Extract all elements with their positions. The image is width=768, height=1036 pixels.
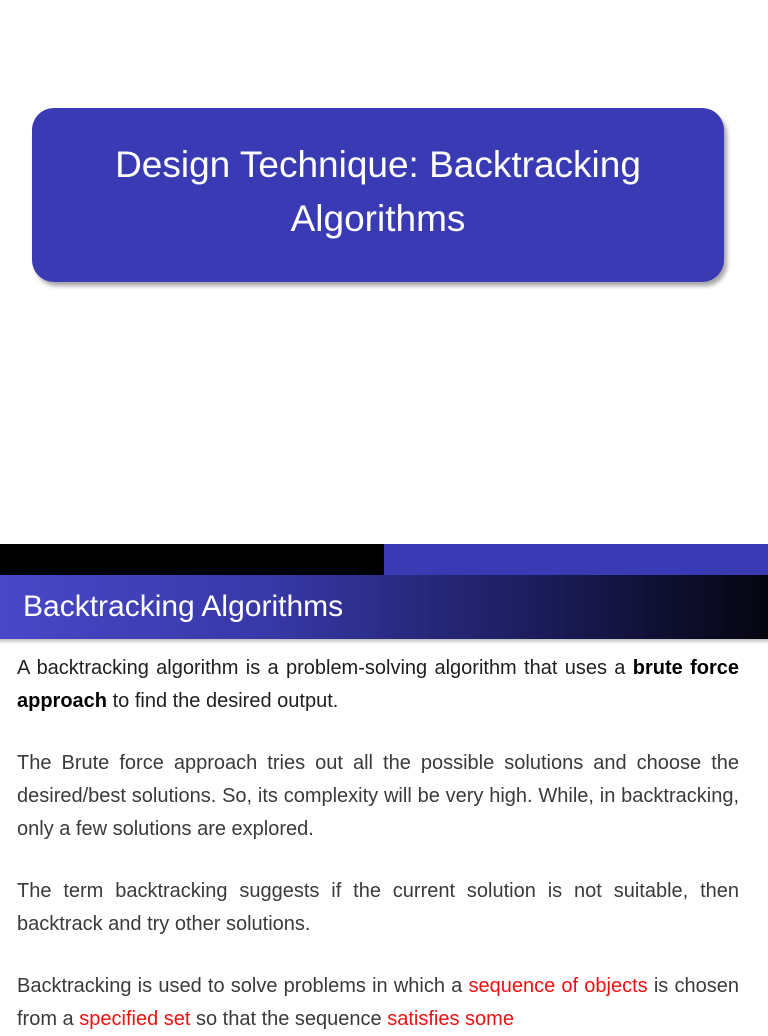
p4-text-1: Backtracking is used to solve problems in which a	[17, 975, 469, 997]
paragraph-3: The term backtracking suggests if the current solution is not suitable, then backtrack and try other solutions.	[17, 880, 739, 935]
title-box	[32, 108, 724, 282]
paragraph-2: The Brute force approach tries out all the possible solutions and choose the desired/best solutions. So, its complexity will be very high. While, in backtracking, only a few solutions are explored.	[17, 752, 739, 840]
p4-highlight-3: satisfies some	[387, 1008, 514, 1030]
top-bar-blue	[384, 544, 768, 575]
p4-text-2: is chosen from a	[17, 975, 739, 1030]
slide-title-text: Design Technique: Backtracking Algorithms	[115, 144, 641, 239]
p1-bold: brute force approach	[17, 657, 739, 712]
paragraph-1	[17, 652, 739, 718]
p4-highlight-2: specified set	[79, 1008, 191, 1030]
p4-highlight-1: sequence of objects	[468, 975, 648, 997]
slide-header-title: Backtracking Algorithms	[23, 590, 344, 623]
slide-header	[0, 575, 768, 639]
p4-text-3: so that the sequence	[190, 1008, 388, 1030]
header-shadow	[0, 639, 768, 644]
slide-content	[17, 652, 739, 1036]
top-bar-black	[0, 544, 384, 575]
p1-text-end: to find the desired output.	[107, 690, 339, 712]
paragraph-4	[17, 970, 739, 1036]
p1-text-start: A backtracking algorithm is a problem-solving algorithm that uses a	[17, 657, 633, 679]
